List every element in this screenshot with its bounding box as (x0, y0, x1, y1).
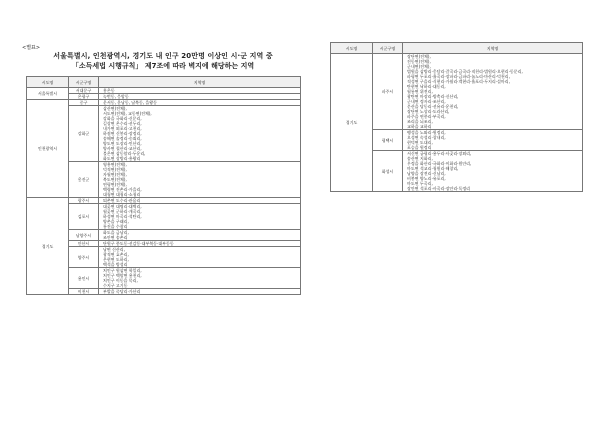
district-cell: 광주시 (69, 198, 99, 204)
area-line: 백석읍 방성리 (103, 262, 128, 267)
area-line: 장안면 석포리·사곡리·장안리·독정리 (407, 186, 471, 191)
area-cell (99, 230, 301, 241)
header-district: 시군구명 (373, 43, 403, 54)
area-line: 남면 신산리, (103, 247, 125, 252)
area-line: 남양읍 장전리·신남리, (407, 171, 446, 176)
header-area: 지역명 (403, 43, 583, 54)
area-line: 운서동, 운남동, 남북동, 을왕동 (103, 100, 157, 105)
area-line: 백령면 진촌리·가을리, (103, 187, 142, 192)
district-cell: 화성시 (373, 151, 403, 192)
area-line: 오성면 숙성리·창내리, (407, 135, 446, 140)
area-line: 서도면(전체), 교동면(전체), (103, 111, 152, 116)
area-line: 법원읍 삼방리·웅담리·갈곡리·금곡리·직천리·법원리·오현리·동문리, (407, 69, 523, 74)
area-line: 우정읍 화산리·국화리·이화리·원안리, (407, 161, 472, 166)
table-row (27, 162, 301, 198)
area-line: 마도면 석교리·청원리·해창리, (407, 166, 459, 171)
district-cell: 용인시 (69, 268, 99, 289)
table-row (27, 289, 301, 295)
area-line: 불은면 삼동암리·두운리, (103, 151, 146, 156)
area-line: 연평면(전체), (103, 182, 127, 187)
area-line: 양도면 도장리·인산리, (103, 141, 142, 146)
district-cell: 중구 (69, 100, 99, 106)
district-cell: 이천시 (69, 289, 99, 295)
area-line: 비봉면 양노리·유포리, (407, 176, 446, 181)
area-line: 대곶면 대명리·대벽리, (103, 204, 142, 209)
area-line: 하성면 마곡리·석탄리, (103, 214, 142, 219)
province-cell: 인천광역시 (27, 100, 69, 198)
area-line: 문산읍 당동리·선유리·운천리, (407, 104, 459, 109)
area-line: 군내면 정자리·조산리, (407, 99, 446, 104)
area-line: 조리읍 뇌조리, (407, 119, 433, 124)
district-cell: 은평구 (69, 94, 99, 100)
province-cell: 서울특별시 (27, 88, 69, 100)
area-line: 단원구 풍도동·선감동·대부북동·대부동동 (103, 241, 174, 246)
area-line: 북도면(전체), (103, 177, 127, 182)
district-cell: 파주시 (373, 54, 403, 130)
province-cell: 경기도 (331, 54, 373, 192)
area-line: 광적면 효촌리, (103, 252, 129, 257)
area-line: 수지구 고기동 (103, 283, 128, 288)
area-line: 파평면 두포리·율곡리·장파리·금파리·눌노리·마산리·덕천리, (407, 74, 510, 79)
area-line: 양촌읍 구래리, (103, 219, 129, 224)
area-line: 파주읍 연풍리·부곡리, (407, 114, 446, 119)
district-cell: 서대문구 (69, 88, 99, 94)
area-line: 월롱면 위전리, (407, 89, 433, 94)
table-row (27, 204, 301, 230)
header-province: 시도명 (331, 43, 373, 54)
document-title-line1: 서울특별시, 인천광역시, 경기도 내 인구 20만명 이상인 시·군 지역 중 (53, 52, 273, 60)
area-line: 팽성읍 노와리·원정리, (407, 130, 446, 135)
area-line: 홍은동 (103, 88, 115, 93)
left-region-table (26, 76, 301, 295)
area-line: 처인구 원삼면 학일리, (103, 268, 142, 273)
area-line: 적성면 구읍리·식현리·가월리·객현리·율포리·두지리·설마리, (407, 79, 510, 84)
document-title-line2: 「소득세법 시행규칙」 제7조에 따라 벽지에 해당하는 지역 (71, 62, 255, 70)
table-row (27, 106, 301, 162)
area-line: 강화읍 국화리·신문리, (103, 116, 142, 121)
area-line: 군내면(전체), (407, 64, 431, 69)
area-line: 길상면 온수리·선두리, (103, 121, 142, 126)
area-line: 서신면 궁평리·용두리·사곶리·장외리, (407, 151, 472, 156)
area-cell (99, 289, 301, 295)
area-line: 대청면 대청리·소청리 (103, 192, 141, 197)
area-line: 부발읍 죽당리·가산리 (103, 289, 141, 294)
right-region-table (330, 42, 583, 192)
area-line: 송해면 솔정리·숭뢰리, (103, 136, 142, 141)
area-line: 양사면 철산리·교산리, (103, 146, 142, 151)
table-row (27, 247, 301, 268)
area-cell (403, 130, 583, 151)
area-line: 은현면 도하리, (103, 257, 129, 262)
area-cell (99, 268, 301, 289)
area-line: 화도면 상방리·흥왕리 (103, 156, 141, 161)
area-line: 덕적면(전체), (103, 167, 127, 172)
area-line: 처인구 백암면 용천리, (103, 273, 142, 278)
header-district: 시군구명 (69, 77, 99, 88)
area-line: 영흥면(전체), (103, 162, 127, 167)
area-line: 조안면 송촌리 (103, 235, 128, 240)
district-cell: 남양주시 (69, 230, 99, 241)
district-cell: 김포시 (69, 204, 99, 230)
area-line: 교하읍 교하리 (407, 124, 432, 129)
district-cell: 강화군 (69, 106, 99, 162)
province-cell: 경기도 (27, 198, 69, 295)
area-cell (99, 247, 301, 268)
area-line: 처인구 이동읍 묵리, (103, 278, 138, 283)
area-line: 화도읍 금남리, (103, 230, 129, 235)
area-line: 녹번동, 응암동 (103, 94, 129, 99)
district-cell: 안산시 (69, 241, 99, 247)
area-line: 송산면 지화리, (407, 156, 433, 161)
area-line: 장단면 노상리·도라산리, (407, 109, 450, 114)
header-area: 지역명 (99, 77, 301, 88)
header-province: 시도명 (27, 77, 69, 88)
area-cell (403, 151, 583, 192)
area-line: 자월면(전체), (103, 172, 127, 177)
district-cell: 평택시 (373, 130, 403, 151)
area-line: 통진읍 수참리 (103, 224, 128, 229)
district-cell: 양주시 (69, 247, 99, 268)
attachment-label: <별표> (22, 45, 41, 51)
area-cell (99, 162, 301, 198)
area-line: 현덕면 도대리, (407, 140, 433, 145)
area-line: 진동면(전체), (407, 59, 431, 64)
area-line: 하점면 신봉리·장정리, (103, 131, 142, 136)
area-line: 퇴촌면 도수리·관음리 (103, 198, 141, 203)
area-line: 장단면(전체), (407, 54, 431, 59)
area-cell (99, 106, 301, 162)
area-cell (99, 204, 301, 230)
district-cell: 옹진군 (69, 162, 99, 198)
area-line: 월곶면 군하리·개곡리, (103, 209, 142, 214)
area-line: 광탄면 마장리·방축리·신산리, (407, 94, 459, 99)
area-line: 내가면 외포리·고천리, (103, 126, 142, 131)
table-row (27, 268, 301, 289)
area-line: 마도면 두곡리, (407, 181, 433, 186)
table-row (27, 230, 301, 241)
area-line: 탄현면 낙하리·대동리, (407, 84, 446, 89)
area-line: 포승읍 원정리 (407, 145, 432, 150)
area-line: 삼산면(전체), (103, 106, 127, 111)
table-row (331, 54, 583, 130)
area-cell (403, 54, 583, 130)
